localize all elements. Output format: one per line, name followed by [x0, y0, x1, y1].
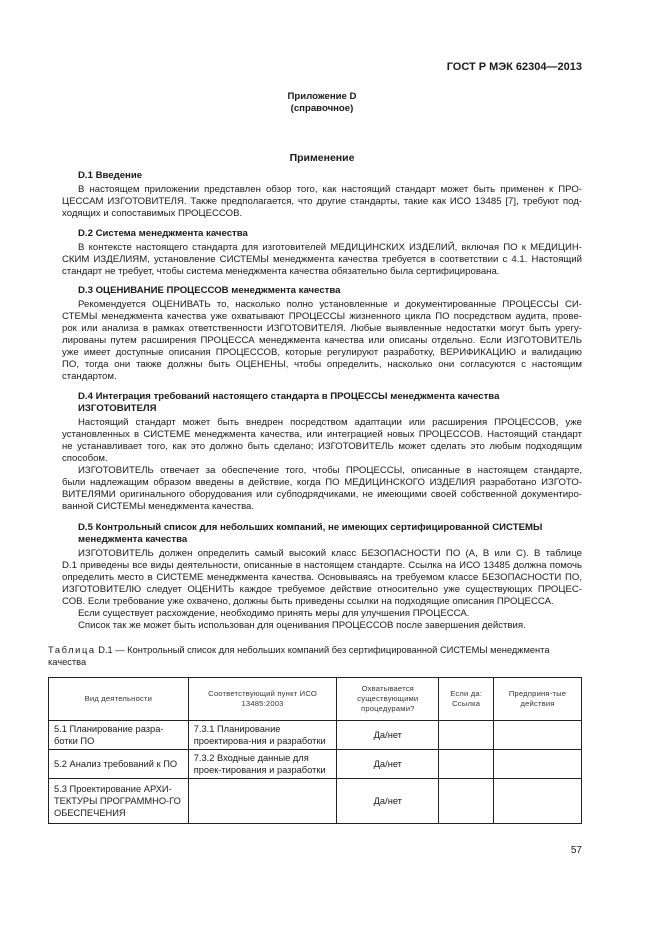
section-heading: D.2 Система менеджмента качества [78, 228, 248, 239]
cell-iso-clause [188, 779, 337, 824]
table-row [49, 779, 582, 824]
cell-actions [494, 721, 582, 750]
text-line: В настоящем приложении представлен обзор того, как настоящий стандарт может быть применен к ПРО- [78, 184, 582, 195]
text-line: способом. [62, 453, 108, 464]
section-title: Применение [289, 152, 355, 164]
section-heading: D.1 Введение [78, 170, 143, 181]
cell-activity: 5.1 Планирование разра-ботки ПО [49, 721, 189, 750]
text-line: СКИМ ИЗДЕЛИЯМ, установление СИСТЕМЫ менеджмента качества требуется в соответствии с 4.1. Настоящий [62, 254, 582, 265]
table-row [49, 750, 582, 779]
cell-iso-clause: 7.3.1 Планирование проектирова-ния и разработки [188, 721, 337, 750]
cell-covered: Да/нет [337, 750, 439, 779]
section-2 [62, 228, 582, 278]
text-line: уже имеет доступные описания ПРОЦЕССОВ, которые регулируют разработку, ВЕРИФИКАЦИЮ и валидацию [62, 347, 582, 358]
cell-covered: Да/нет [337, 779, 439, 824]
text-line: ходящих и сопоставимых ПРОЦЕССОВ. [62, 208, 243, 219]
text-line: стандартом. [62, 371, 117, 382]
paragraph [62, 608, 582, 620]
appendix-title: Приложение D [287, 91, 357, 102]
cell-covered: Да/нет [337, 721, 439, 750]
section-heading: ИЗГОТОВИТЕЛЯ [78, 403, 157, 414]
section-heading: D.4 Интеграция требований настоящего стандарта в ПРОЦЕССЫ менеджмента качества [78, 391, 500, 402]
document-id: ГОСТ Р МЭК 62304—2013 [446, 61, 582, 73]
section-heading: D.3 ОЦЕНИВАНИЕ ПРОЦЕССОВ менеджмента качества [78, 285, 341, 296]
col-header-actions: Предприня-тые действия [494, 678, 582, 721]
text-line: В контексте настоящего стандарта для изготовителей МЕДИЦИНСКИХ ИЗДЕЛИЙ, включая ПО к МЕДИЦИН- [78, 242, 582, 253]
text-line: ИЗГОТОВИТЕЛЬ отвечает за обеспечение того, чтобы ПРОЦЕССЫ, описанные в настоящем стандарте, [78, 465, 582, 476]
text-line: определить место в СИСТЕМЕ менеджмента качества. Основываясь на требуемом классе БЕЗОПАСНОСТИ ПО, [62, 572, 582, 583]
cell-reference [439, 750, 494, 779]
page-number: 57 [570, 845, 582, 856]
cell-actions [494, 750, 582, 779]
cell-reference [439, 721, 494, 750]
text-line: ПО, тогда они также должны быть ОЦЕНЕНЫ, чтобы определить, насколько они согласуются с настоящим [62, 359, 582, 370]
paragraph [62, 465, 582, 513]
col-header-covered: Охватывается существующими процедурами? [337, 678, 439, 721]
section-heading: менеджмента качества [78, 534, 188, 545]
checklist-table [48, 677, 582, 824]
table-row [49, 721, 582, 750]
text-line: СТЕМЫ менеджмента качества уже охватывают ПРОЦЕССЫ жизненного цикла ПО посредством аудита, прове- [62, 311, 582, 322]
text-line: лированы путем расширения ПРОЦЕССА менеджмента качества или описаны отдельно. Если ИЗГОТОВИТЕЛЬ [62, 335, 582, 346]
text-line: рок или анализа в рамках ответственности ИЗГОТОВИТЕЛЯ. Любые выявленные недостатки могут быть урегу- [62, 323, 582, 334]
text-line: стандарт не требует, чтобы система менеджмента качества обязательно была сертифицирована. [62, 266, 500, 277]
text-line: Если существует расхождение, необходимо принять меры для улучшения ПРОЦЕССА. [78, 608, 470, 619]
section-heading: D.5 Контрольный список для небольших компаний, не имеющих сертифицированной СИСТЕМЫ [78, 522, 543, 533]
paragraph [62, 299, 582, 383]
cell-activity: 5.3 Проектирование АРХИ-ТЕКТУРЫ ПРОГРАММНО-ГО ОБЕСПЕЧЕНИЯ [49, 779, 189, 824]
section-5 [62, 522, 582, 632]
cell-actions [494, 779, 582, 824]
text-line: ЦЕССАМ ИЗГОТОВИТЕЛЯ. Также предполагается, что другие стандарты, такие как ИСО 13485 [7], требуют под- [62, 196, 582, 207]
text-line: D.1 приведены все виды деятельности, описанные в настоящем стандарте. Ссылка на ИСО 13485 должна помочь [62, 560, 582, 571]
paragraph [62, 417, 582, 465]
text-line: Список так же может быть использован для оценивания ПРОЦЕССОВ после завершения действия. [78, 620, 526, 631]
col-header-reference: Если да: Ссылка [439, 678, 494, 721]
paragraph [62, 242, 582, 278]
paragraph [62, 184, 582, 220]
cell-reference [439, 779, 494, 824]
paragraph [62, 548, 582, 608]
text-line: СОВ. Если требование уже охвачено, должны быть приведены ссылки на подходящие описания ПРОЦЕССА. [62, 596, 554, 607]
text-line: не устанавливает того, как это должно быть сделано; ИЗГОТОВИТЕЛЬ может сделать это любым подходящим [62, 441, 582, 452]
appendix-subtitle: (справочное) [290, 103, 354, 114]
col-header-activity: Вид деятельности [49, 678, 189, 721]
cell-iso-clause: 7.3.2 Входные данные для проек-тирования и разработки [188, 750, 337, 779]
text-line: ИЗГОТОВИТЕЛЮ следует ОЦЕНИТЬ каждое требуемое действие относительно уже существующих ПРОЦЕС- [62, 584, 582, 595]
section-4 [62, 391, 582, 513]
text-line: ВИТЕЛЯМИ оригинального оборудования или субподрядчиками, не имеющими своей собственной документиро- [62, 489, 582, 500]
table-header-row [49, 678, 582, 721]
cell-activity: 5.2 Анализ требований к ПО [49, 750, 189, 779]
col-header-iso-clause: Соответствующий пункт ИСО 13485:2003 [188, 678, 337, 721]
table-caption-label: Таблица [48, 645, 96, 655]
table-caption [48, 644, 582, 668]
text-line: ванной СИСТЕМЫ менеджмента качества. [62, 501, 255, 512]
table-caption-text-cont: качества [48, 657, 87, 667]
section-1 [62, 170, 582, 220]
text-line: были надлежащим образом введены в действие, когда ПО МЕДИЦИНСКОГО ИЗДЕЛИЯ разработано ИЗГОТО- [62, 477, 582, 488]
paragraph [62, 620, 582, 632]
section-3 [62, 285, 582, 383]
text-line: Настоящий стандарт может быть внедрен посредством адаптации или расширения ПРОЦЕССОВ, уже [78, 417, 582, 428]
text-line: Рекомендуется ОЦЕНИВАТЬ то, насколько полно установленные и документированные ПРОЦЕССЫ СИ- [78, 299, 582, 310]
text-line: установленных в СИСТЕМЕ менеджмента качества, или интеграцией новых ПРОЦЕССОВ. Настоящий стандарт [62, 429, 582, 440]
text-line: ИЗГОТОВИТЕЛЬ должен определить самый высокий класс БЕЗОПАСНОСТИ ПО (A, B или C). В таблице [78, 548, 582, 559]
table-caption-text: D.1 — Контрольный список для небольших компаний без сертифицированной СИСТЕМЫ менеджмента [98, 645, 550, 655]
